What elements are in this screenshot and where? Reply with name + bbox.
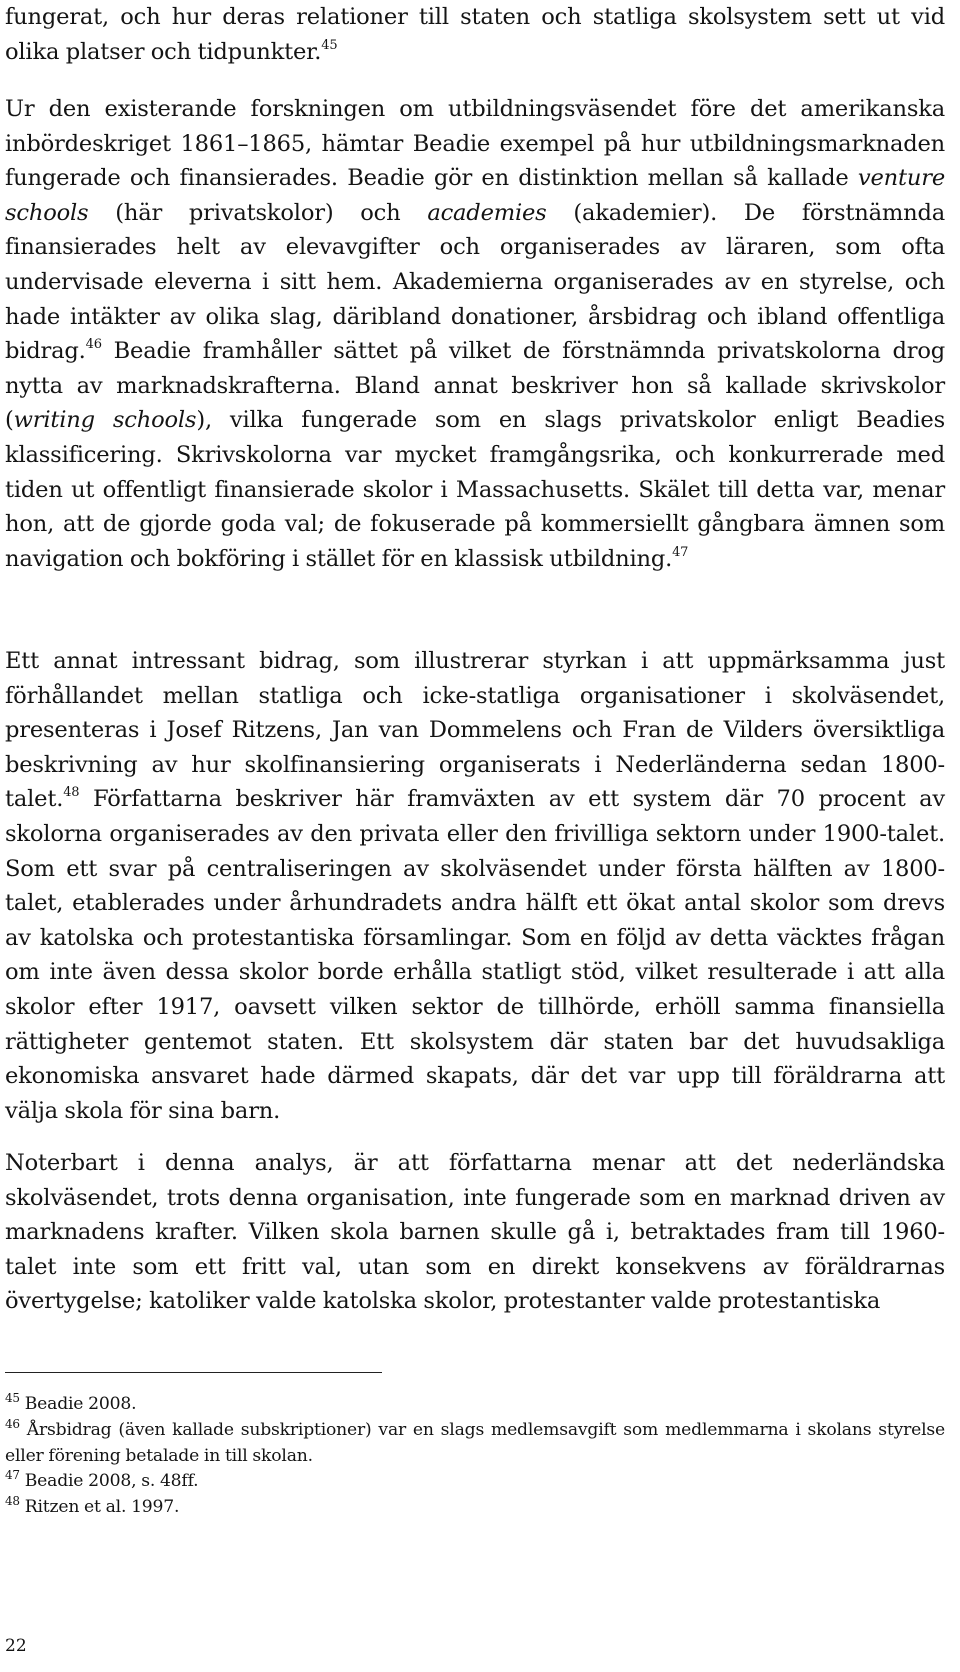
footnotes bbox=[5, 1392, 945, 1521]
paragraph-text: fungerat, och hur deras relationer till staten och statliga skolsystem sett ut vid olika platser och tidpunkter. bbox=[5, 4, 945, 65]
body-paragraph-3 bbox=[5, 644, 945, 1128]
footnote-number: 46 bbox=[5, 1416, 20, 1431]
footnote-number: 45 bbox=[5, 1391, 20, 1405]
footnote-text: Beadie 2008. bbox=[24, 1394, 137, 1414]
page-number: 22 bbox=[5, 1636, 27, 1656]
footnote-47 bbox=[5, 1469, 945, 1495]
paragraph-text: Ett annat intressant bidrag, som illustrerar styrkan i att uppmärksamma just förhållandet mellan statliga och icke-statliga organisationer i skolväsendet, presenteras i Josef Ritzens, Jan van Dommelens och Fran de Vilders översiktliga beskrivning av hur skolfinansiering organiserats i Nederländerna sedan 1800-talet. bbox=[5, 648, 945, 813]
body-paragraph-4 bbox=[5, 1146, 945, 1319]
body-paragraph-2 bbox=[5, 92, 945, 576]
footnote-46 bbox=[5, 1418, 945, 1470]
paragraph-text: (här privatskolor) och bbox=[88, 199, 428, 226]
footnote-text: Beadie 2008, s. 48ff. bbox=[24, 1471, 199, 1492]
italic-term: venture schools bbox=[5, 165, 945, 226]
italic-term: writing schools bbox=[13, 407, 197, 434]
footnote-separator bbox=[5, 1372, 382, 1373]
body-paragraph-1 bbox=[5, 0, 945, 69]
italic-term: academies bbox=[427, 199, 547, 226]
paragraph-text: Författarna beskriver här framväxten av ett system där 70 procent av skolorna organiserades av den privata eller den frivilliga sektorn under 1900-talet. Som ett svar på centraliseringen av skolväsendet under första hälften av 1800-talet, etablerades under århundradets andra hälft ett ökat antal skolor som drevs av katolska och protestantiska församlingar. Som en följd av detta väcktes frågan om inte även dessa skolor borde erhålla statligt stöd, vilket resulterade i att alla skolor efter 1917, oavsett vilken sektor de tillhörde, erhöll samma finansiella rättigheter gentemot staten. Ett skolsystem där staten bar det huvudsakliga ekonomiska ansvaret hade därmed skapats, där det var upp till föräldrarna att välja skola för sina barn. bbox=[5, 786, 945, 1124]
footnote-text: Ritzen et al. 1997. bbox=[24, 1497, 180, 1518]
footnote-text: Årsbidrag (även kallade subskriptioner) var en slags medlemsavgift som medlemmarna i skolans styrelse eller förening betalade in till skolan. bbox=[5, 1419, 945, 1466]
footnote-reference: 45 bbox=[321, 37, 338, 53]
paragraph-text: ), vilka fungerade som en slags privatskolor enligt Beadies klassificering. Skrivskolorna var mycket framgångsrika, och konkurrerade med tiden ut offentligt finansierade skolor i Massachusetts. Skälet till detta var, menar hon, att de gjorde goda val; de fokuserade på kommersiellt gångbara ämnen som navigation och bokföring i stället för en klassisk utbildning. bbox=[5, 407, 945, 572]
paragraph-text: Ur den existerande forskningen om utbildningsväsendet före det amerikanska inbördeskriget 1861–1865, hämtar Beadie exempel på hur utbildningsmarknaden fungerade och finansierades. Beadie gör en distinktion mellan så kallade bbox=[5, 96, 945, 192]
footnote-number: 48 bbox=[5, 1494, 20, 1509]
footnote-reference: 48 bbox=[63, 785, 80, 801]
paragraph-text: Beadie framhåller sättet på vilket de förstnämnda privatskolorna drog nytta av marknadskrafterna. Bland annat beskriver hon så kallade skrivskolor ( bbox=[5, 338, 945, 434]
paragraph-text: Noterbart i denna analys, är att författarna menar att det nederländska skolväsendet, trots denna organisation, inte fungerade som en marknad driven av marknadens krafter. Vilken skola barnen skulle gå i, betraktades fram till 1960-talet inte som ett fritt val, utan som en direkt konsekvens av föräldrarnas övertygelse; katoliker valde katolska skolor, protestanter valde protestantiska bbox=[5, 1150, 945, 1315]
footnote-48 bbox=[5, 1495, 945, 1521]
footnote-45 bbox=[5, 1392, 945, 1418]
footnote-reference: 47 bbox=[672, 544, 689, 560]
paragraph-text: (akademier). De förstnämnda finansierades helt av elevavgifter och organiserades av läraren, som ofta undervisade eleverna i sitt hem. Akademierna organiserades av en styrelse, och hade intäkter av olika slag, däribland donationer, årsbidrag och ibland offentliga bidrag. bbox=[5, 199, 945, 365]
footnote-reference: 46 bbox=[85, 337, 102, 353]
footnote-number: 47 bbox=[5, 1468, 20, 1483]
